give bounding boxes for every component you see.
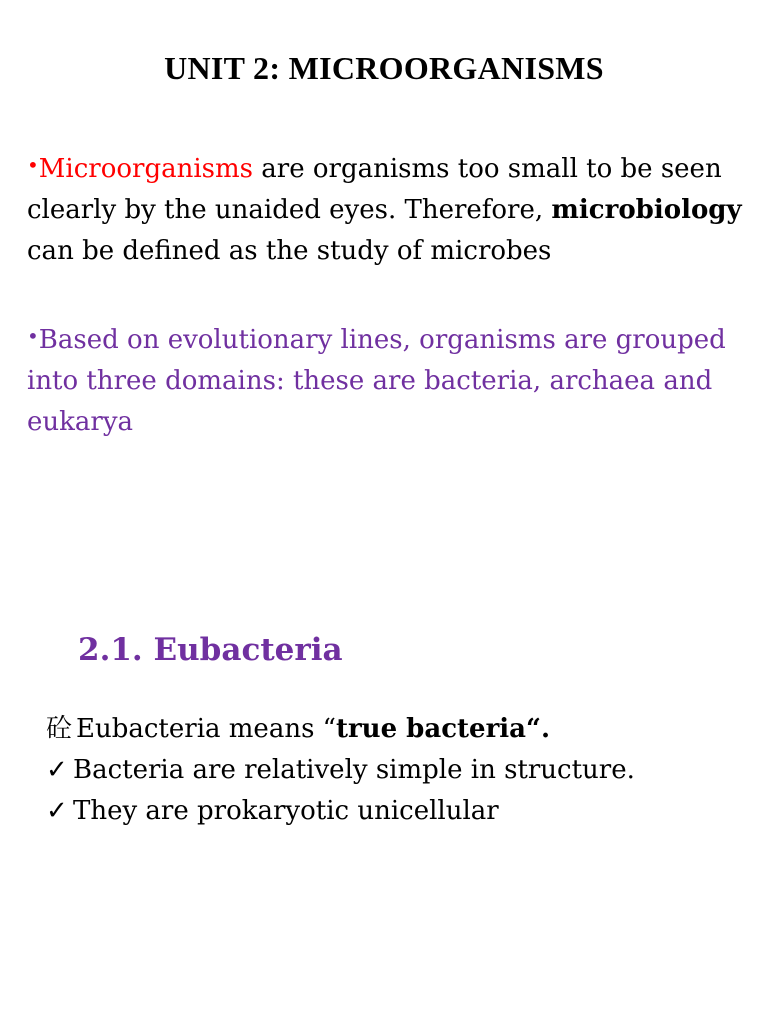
eubacteria-list <box>46 709 746 832</box>
page-title: UNIT 2: MICROORGANISMS <box>164 50 604 86</box>
paragraph-definition <box>27 145 752 272</box>
list-marker-glyph: 砼 <box>46 714 73 744</box>
list-item <box>46 750 746 791</box>
paragraph-domains <box>27 316 752 443</box>
definition-text: are organisms too small to be seen clearly by the unaided eyes. Therefore, <box>27 154 722 225</box>
list-item <box>46 791 746 832</box>
term-microbiology: microbiology <box>551 195 742 225</box>
item-text: They are prokaryotic unicellular <box>73 796 499 826</box>
term-microorganisms: Microorganisms <box>38 154 254 184</box>
domains-text: Based on evolutionary lines, organisms are grouped into three domains: these are bacteria, archaea and eukarya <box>27 325 726 437</box>
list-item <box>46 709 746 750</box>
item-suffix: “. <box>526 714 551 744</box>
bullet-marker: • <box>27 324 39 348</box>
checkmark-icon: ✓ <box>46 755 68 785</box>
section-heading: 2.1. Eubacteria <box>78 632 343 668</box>
item-prefix: Eubacteria means “ <box>76 714 336 744</box>
item-text: Bacteria are relatively simple in structure. <box>73 755 635 785</box>
checkmark-icon: ✓ <box>46 796 68 826</box>
bullet-marker: • <box>27 153 39 177</box>
definition-text-end: can be defined as the study of microbes <box>27 236 552 266</box>
term-true-bacteria: true bacteria <box>335 714 527 744</box>
